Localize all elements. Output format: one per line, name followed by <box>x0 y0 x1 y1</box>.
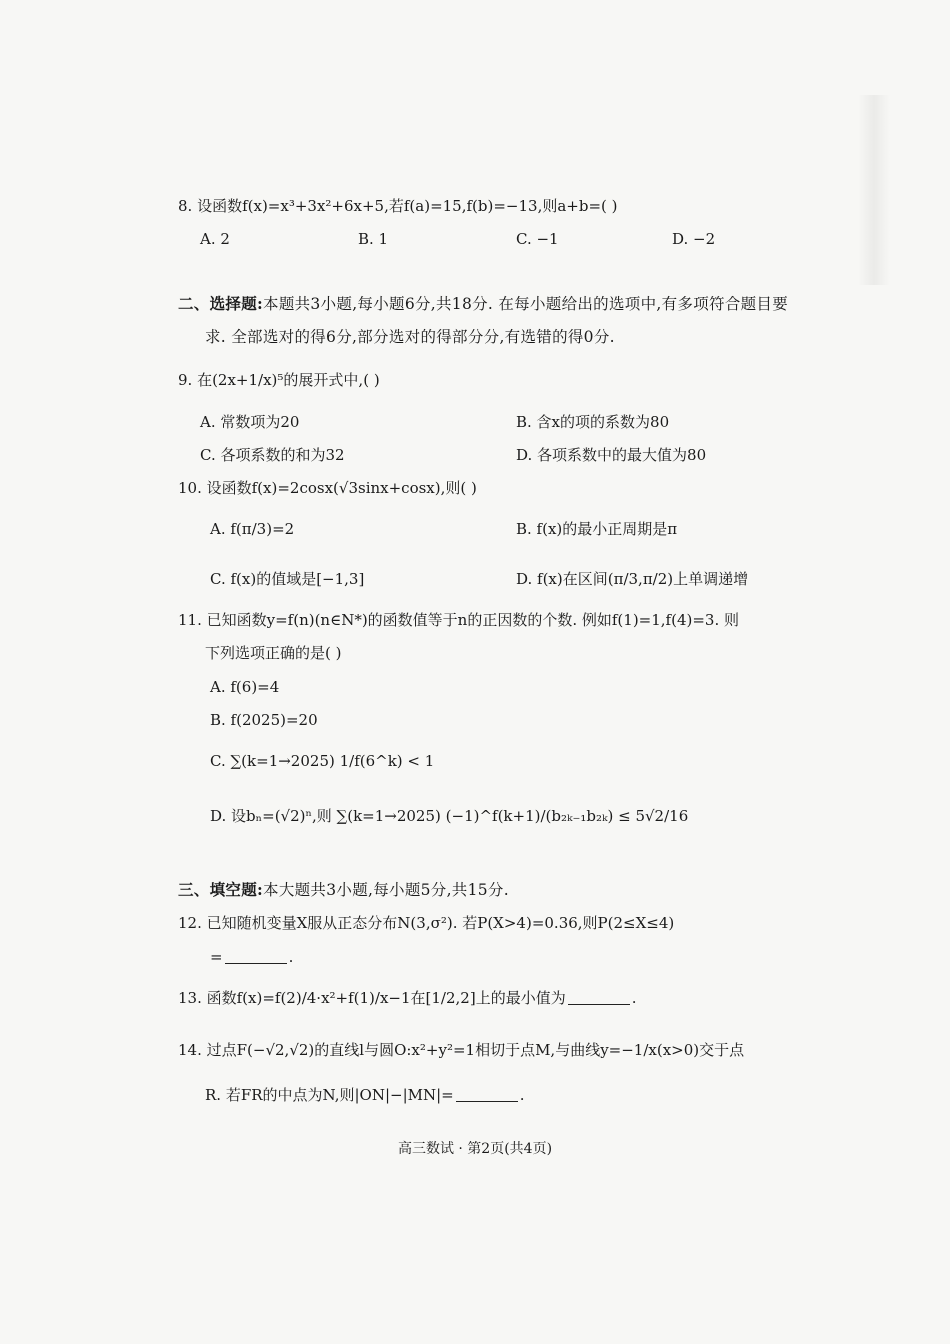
q10-option-c: C. f(x)的值域是[−1,3] <box>210 570 365 588</box>
q11-stem-line1: 11. 已知函数y=f(n)(n∈N*)的函数值等于n的正因数的个数. 例如f(1)=1,f(4)=3. 则 <box>178 611 740 629</box>
section2-line1-rest: 本题共3小题,每小题6分,共18分. 在每小题给出的选项中,有多项符合题目要 <box>263 295 789 313</box>
q8-option-a: A. 2 <box>200 230 230 248</box>
q13-answer-blank <box>568 990 630 1005</box>
q8-option-d: D. −2 <box>672 230 716 248</box>
q12-equals: = <box>210 948 223 966</box>
q13-text: 13. 函数f(x)=f(2)/4·x²+f(1)/x−1在[1/2,2]上的最小值为 <box>178 989 566 1007</box>
section2-heading: 二、选择题: <box>178 294 264 313</box>
section2-line1 <box>178 294 788 314</box>
q8-option-c: C. −1 <box>516 230 559 248</box>
q11-option-d: D. 设bₙ=(√2)ⁿ,则 ∑(k=1→2025) (−1)^f(k+1)/(b₂ₖ₋₁b₂ₖ) ≤ 5√2/16 <box>210 807 689 825</box>
q14-answer-blank <box>456 1087 518 1102</box>
q14-text: R. 若FR的中点为N,则|ON|−|MN|= <box>205 1086 454 1104</box>
q11-option-c: C. ∑(k=1→2025) 1/f(6^k) < 1 <box>210 752 435 770</box>
q10-option-d: D. f(x)在区间(π/3,π/2)上单调递增 <box>516 570 749 588</box>
q14-line1: 14. 过点F(−√2,√2)的直线l与圆O:x²+y²=1相切于点M,与曲线y=−1/x(x>0)交于点 <box>178 1041 745 1059</box>
q9-option-b: B. 含x的项的系数为80 <box>516 413 670 431</box>
scan-shadow <box>858 95 890 285</box>
q11-option-b: B. f(2025)=20 <box>210 711 318 729</box>
q9-option-d: D. 各项系数中的最大值为80 <box>516 446 707 464</box>
q11-option-a: A. f(6)=4 <box>210 678 280 696</box>
page-footer: 高三数试 · 第2页(共4页) <box>397 1141 553 1157</box>
q10-stem: 10. 设函数f(x)=2cosx(√3sinx+cosx),则( ) <box>178 479 477 497</box>
q9-option-a: A. 常数项为20 <box>200 413 300 431</box>
q12-line2: = . <box>210 948 294 966</box>
section2-line2: 求. 全部选对的得6分,部分选对的得部分分,有选错的得0分. <box>205 328 615 346</box>
q14-line2: R. 若FR的中点为N,则|ON|−|MN|= . <box>205 1086 525 1104</box>
q9-stem: 9. 在(2x+1/x)⁵的展开式中,( ) <box>178 371 380 389</box>
q10-option-b: B. f(x)的最小正周期是π <box>516 520 678 538</box>
q8-stem: 8. 设函数f(x)=x³+3x²+6x+5,若f(a)=15,f(b)=−13,则a+b=( ) <box>178 197 618 215</box>
q9-option-c: C. 各项系数的和为32 <box>200 446 345 464</box>
section3-rest: 本大题共3小题,每小题5分,共15分. <box>263 881 509 899</box>
q8-option-b: B. 1 <box>358 230 389 248</box>
q13-line: 13. 函数f(x)=f(2)/4·x²+f(1)/x−1在[1/2,2]上的最小值为 . <box>178 989 637 1007</box>
section3-heading: 三、填空题: <box>178 880 264 899</box>
q10-option-a: A. f(π/3)=2 <box>210 520 295 538</box>
q11-stem-line2: 下列选项正确的是( ) <box>205 644 342 662</box>
section3-line <box>178 880 509 900</box>
q12-answer-blank <box>225 949 287 964</box>
q12-line1: 12. 已知随机变量X服从正态分布N(3,σ²). 若P(X>4)=0.36,则P(2≤X≤4) <box>178 914 675 932</box>
